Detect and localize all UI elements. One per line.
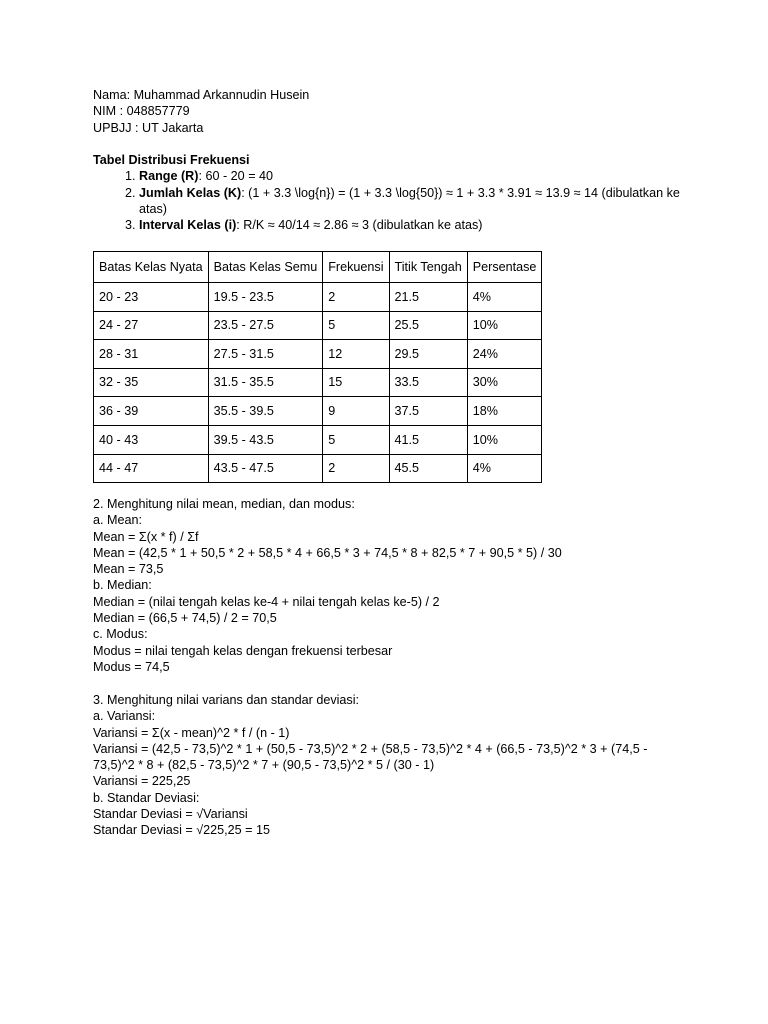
table-cell: 40 - 43	[94, 425, 209, 454]
table-cell: 28 - 31	[94, 340, 209, 369]
table-cell: 24%	[467, 340, 542, 369]
table-header-cell: Batas Kelas Semu	[208, 252, 323, 283]
table-row	[94, 397, 542, 426]
table-cell: 33.5	[389, 368, 467, 397]
table-cell: 31.5 - 35.5	[208, 368, 323, 397]
result-line: Median = (66,5 + 74,5) / 2 = 70,5	[93, 611, 277, 626]
table-row	[94, 311, 542, 340]
step-range	[139, 168, 683, 184]
formula-line: Modus = nilai tengah kelas dengan frekuensi terbesar	[93, 643, 393, 658]
table-cell: 37.5	[389, 397, 467, 426]
student-name: Nama: Muhammad Arkannudin Husein	[93, 88, 310, 102]
step-label: Jumlah Kelas (K)	[139, 185, 242, 200]
table-cell: 39.5 - 43.5	[208, 425, 323, 454]
table-header-row	[94, 252, 542, 283]
formula-line: Mean = (42,5 * 1 + 50,5 * 2 + 58,5 * 4 + 66,5 * 3 + 74,5 * 8 + 82,5 * 7 + 90,5 * 5) / 30	[93, 545, 562, 560]
subsection-label: b. Median:	[93, 578, 152, 593]
table-cell: 9	[323, 397, 389, 426]
table-row	[94, 340, 542, 369]
formula-line: Median = (nilai tengah kelas ke-4 + nilai tengah kelas ke-5) / 2	[93, 594, 440, 609]
result-line: Standar Deviasi = √225,25 = 15	[93, 823, 271, 838]
formula-line: Variansi = (42,5 - 73,5)^2 * 1 + (50,5 - 73,5)^2 * 2 + (58,5 - 73,5)^2 * 4 + (66,5 - 73,5)^2 * 3 + (74,5 - 73,5)^2 * 8 + (82,5 - 73,5)^2 * 7 + (90,5 - 73,5)^2 * 5 / (30 - 1)	[93, 741, 648, 773]
table-row	[94, 454, 542, 483]
result-line: Variansi = 225,25	[93, 774, 191, 789]
subsection-label: a. Mean:	[93, 513, 143, 528]
table-cell: 24 - 27	[94, 311, 209, 340]
table-cell: 18%	[467, 397, 542, 426]
section-heading: 2. Menghitung nilai mean, median, dan modus:	[93, 497, 355, 511]
table-cell: 35.5 - 39.5	[208, 397, 323, 426]
step-label: Interval Kelas (i)	[139, 218, 237, 233]
table-cell: 41.5	[389, 425, 467, 454]
table-cell: 43.5 - 47.5	[208, 454, 323, 483]
table-header-cell: Frekuensi	[323, 252, 389, 283]
formula-line: Mean = Σ(x * f) / Σf	[93, 529, 199, 544]
frequency-table	[93, 251, 542, 483]
subsection-label: c. Modus:	[93, 627, 148, 642]
section-dispersion	[93, 692, 683, 839]
table-header-cell: Titik Tengah	[389, 252, 467, 283]
formula-line: Variansi = Σ(x - mean)^2 * f / (n - 1)	[93, 725, 290, 740]
table-header-cell: Persentase	[467, 252, 542, 283]
table-cell: 4%	[467, 454, 542, 483]
subsection-label: b. Standar Deviasi:	[93, 790, 200, 805]
table-cell: 10%	[467, 311, 542, 340]
student-info	[93, 87, 683, 136]
table-cell: 20 - 23	[94, 283, 209, 312]
student-nim: NIM : 048857779	[93, 104, 190, 119]
subsection-label: a. Variansi:	[93, 709, 156, 724]
table-cell: 36 - 39	[94, 397, 209, 426]
table-cell: 23.5 - 27.5	[208, 311, 323, 340]
section-heading: 3. Menghitung nilai varians dan standar deviasi:	[93, 693, 360, 707]
table-cell: 29.5	[389, 340, 467, 369]
table-cell: 15	[323, 368, 389, 397]
table-header-cell: Batas Kelas Nyata	[94, 252, 209, 283]
calculation-steps	[93, 168, 683, 233]
table-cell: 10%	[467, 425, 542, 454]
formula-line: Standar Deviasi = √Variansi	[93, 807, 248, 822]
result-line: Mean = 73,5	[93, 562, 164, 577]
table-cell: 5	[323, 311, 389, 340]
step-text: : (1 + 3.3 \log{n}) = (1 + 3.3 \log{50}) ≈ 1 + 3.3 * 3.91 ≈ 13.9 ≈ 14 (dibulatkan ke atas)	[139, 185, 680, 216]
table-cell: 19.5 - 23.5	[208, 283, 323, 312]
table-cell: 21.5	[389, 283, 467, 312]
step-label: Range (R)	[139, 169, 199, 184]
step-class-interval	[139, 217, 683, 233]
table-cell: 5	[323, 425, 389, 454]
section-central-tendency	[93, 496, 683, 675]
table-cell: 2	[323, 283, 389, 312]
step-text: : 60 - 20 = 40	[198, 169, 274, 184]
table-cell: 27.5 - 31.5	[208, 340, 323, 369]
student-upbjj: UPBJJ : UT Jakarta	[93, 120, 204, 135]
table-row	[94, 283, 542, 312]
section-frequency-distribution	[93, 152, 683, 233]
table-cell: 12	[323, 340, 389, 369]
table-cell: 25.5	[389, 311, 467, 340]
table-row	[94, 425, 542, 454]
table-cell: 30%	[467, 368, 542, 397]
table-cell: 45.5	[389, 454, 467, 483]
table-cell: 44 - 47	[94, 454, 209, 483]
table-cell: 32 - 35	[94, 368, 209, 397]
table-row	[94, 368, 542, 397]
table-cell: 4%	[467, 283, 542, 312]
step-text: : R/K ≈ 40/14 ≈ 2.86 ≈ 3 (dibulatkan ke atas)	[236, 218, 483, 233]
section-title: Tabel Distribusi Frekuensi	[93, 153, 250, 167]
table-cell: 2	[323, 454, 389, 483]
result-line: Modus = 74,5	[93, 659, 170, 674]
step-class-count	[139, 185, 683, 218]
